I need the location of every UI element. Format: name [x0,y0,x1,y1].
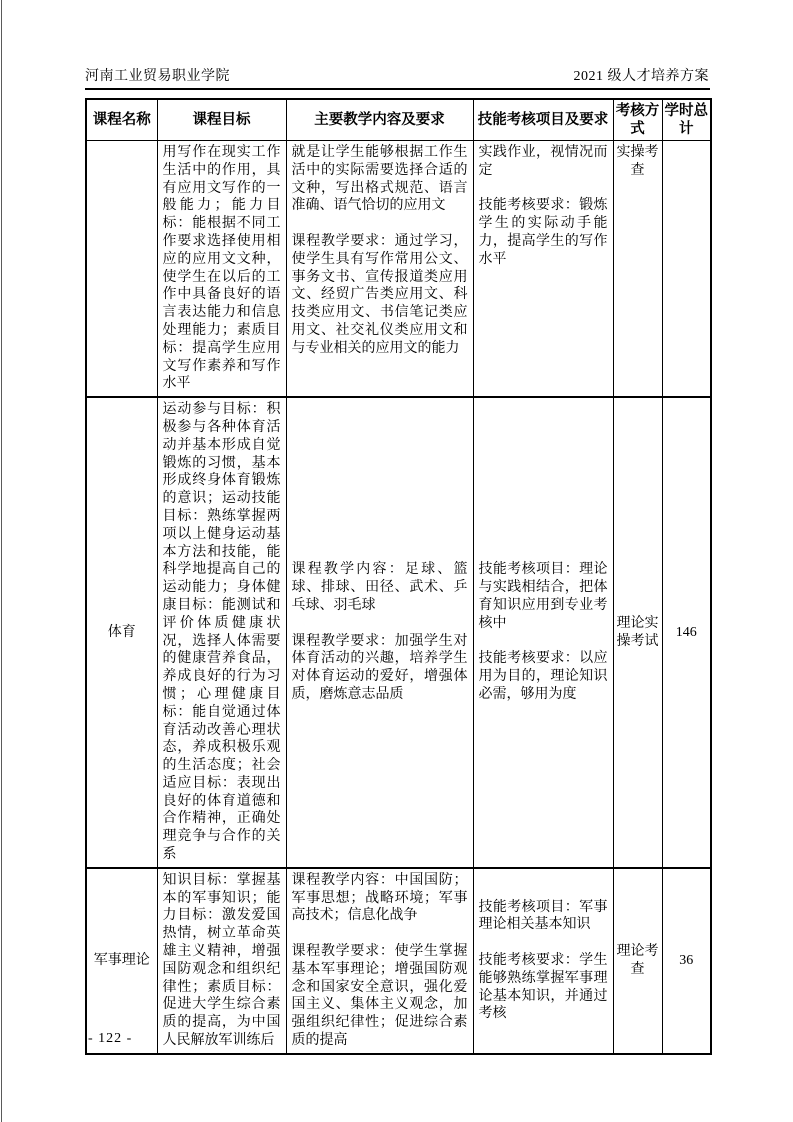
header-rule [85,88,710,90]
skill-assessment-item-paragraph: 实践作业，视情况而定 [478,145,608,178]
column-header-course-objectives: 课程目标 [157,99,286,141]
assessment-method-cell: 实操考查 [613,141,662,398]
table-row-physical-education [86,397,711,868]
column-header-skill-assessment: 技能考核项目及要求 [473,99,613,141]
table-row-applied-writing [86,141,711,398]
objectives-cell [157,397,286,868]
column-header-teaching-content: 主要教学内容及要求 [286,99,473,141]
skill-assessment-requirements-paragraph: 技能考核要求：学生能够熟练掌握军事理论基本知识，并通过考核 [478,952,608,1022]
objectives-paragraph: 用写作在现实工作生活中的作用，具有应用文写作的一般能力；能力目标：能根据不同工作要求选择使用相应的应用文文种，使学生在以后的工作中具备良好的语言表达能力和信息处理能力；素质目标：提高学生应用文写作素养和写作水平 [162,145,281,392]
teaching-content-cell [286,868,473,1054]
page-number: - 122 - [88,1031,133,1046]
skill-assessment-requirements-paragraph: 技能考核要求：锻炼学生的实际动手能力，提高学生的写作水平 [478,198,608,267]
total-hours-cell [662,141,711,398]
course-name-cell: 体育 [86,397,157,868]
page-scan-edge-line [1,0,2,1122]
skill-assessment-cell [473,868,613,1054]
total-hours-cell: 146 [662,397,711,868]
teaching-content-paragraph: 课程教学内容：中国国防；军事思想；战略环境；军事高技术；信息化战争 [291,872,468,924]
teaching-content-cell [286,141,473,398]
column-header-course-name: 课程名称 [86,99,157,141]
teaching-requirements-paragraph: 课程教学要求：加强学生对体育活动的兴趣，培养学生对体育运动的爱好，增强体质，磨炼意志品质 [291,633,468,702]
skill-assessment-item-paragraph: 技能考核项目：理论与实践相结合，把体育知识应用到专业考核中 [478,562,608,631]
skill-assessment-cell [473,141,613,398]
column-header-total-hours: 学时总计 [662,99,711,141]
objectives-cell [157,141,286,398]
total-hours-cell: 36 [662,868,711,1054]
teaching-content-paragraph: 课程教学内容：足球、篮球、排球、田径、武术、乒乓球、羽毛球 [291,562,468,613]
skill-assessment-item-paragraph: 技能考核项目：军事理论相关基本知识 [478,899,608,933]
assessment-method-cell: 理论考查 [613,868,662,1054]
objectives-paragraph: 知识目标：掌握基本的军事知识；能力目标：激发爱国热情，树立革命英雄主义精神，增强国防观念和组织纪律性；素质目标：促进大学生综合素质的提高，为中国人民解放军训练后 [162,872,281,1049]
course-name-cell: 军事理论 [86,868,157,1054]
skill-assessment-cell [473,397,613,868]
table-row-military-theory [86,868,711,1054]
course-name-cell [86,141,157,398]
assessment-method-cell: 理论实操考试 [613,397,662,868]
objectives-paragraph: 运动参与目标：积极参与各种体育活动并基本形成自觉锻炼的习惯，基本形成终身体育锻炼的意识；运动技能目标：熟练掌握两项以上健身运动基本方法和技能，能科学地提高自己的运动能力；身体健康目标：能测试和评价体质健康状况，选择人体需要的健康营养食品，养成良好的行为习惯；心理健康目标：能自觉通过体育活动改善心理状态，养成积极乐观的生活态度；社会适应目标：表现出良好的体育道德和合作精神，正确处理竞争与合作的关系 [162,402,281,863]
teaching-content-paragraph: 就是让学生能够根据工作生活中的实际需要选择合适的文种，写出格式规范、语言准确、语气恰切的应用文 [291,145,468,214]
column-header-assessment-method: 考核方式 [613,99,662,141]
page-header-program-title: 2021 级人才培养方案 [573,69,709,84]
teaching-content-cell [286,397,473,868]
table-header-row [86,99,711,141]
objectives-cell [157,868,286,1054]
teaching-requirements-paragraph: 课程教学要求：通过学习，使学生具有写作常用公文、事务文书、宣传报道类应用文、经贸广告类应用文、科技类应用文、书信笔记类应用文、社交礼仪类应用文和与专业相关的应用文的能力 [291,233,468,356]
page-header-school-name: 河南工业贸易职业学院 [85,69,230,84]
teaching-requirements-paragraph: 课程教学要求：使学生掌握基本军事理论；增强国防观念和国家安全意识，强化爱国主义、集体主义观念，加强组织纪律性；促进综合素质的提高 [291,944,468,1049]
skill-assessment-requirements-paragraph: 技能考核要求：以应用为目的，理论知识必需，够用为度 [478,651,608,702]
curriculum-table [85,98,712,1055]
